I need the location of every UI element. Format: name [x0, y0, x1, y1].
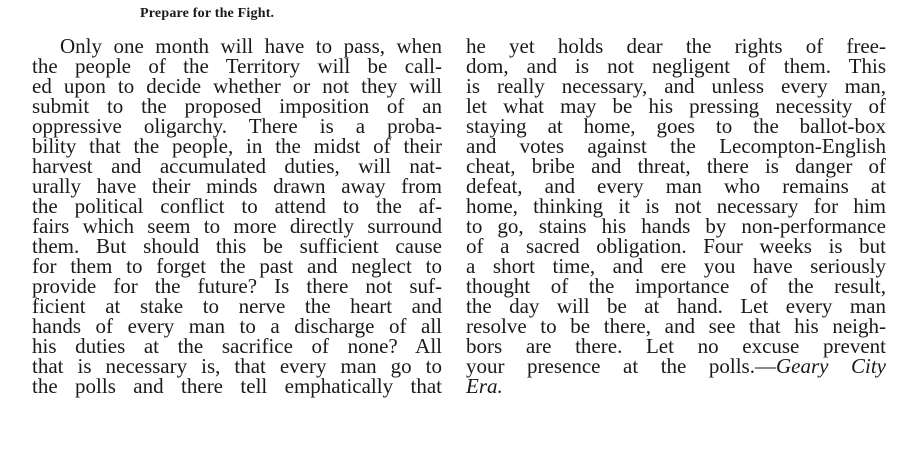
text-line: that is necessary is, that every man go to [32, 354, 442, 378]
text-line: ed upon to decide whether or not they will [32, 74, 442, 98]
text-line: provide for the future? Is there not suf- [32, 274, 442, 298]
text-line: fairs which seem to more directly surround [32, 214, 442, 238]
text-line: ficient at stake to nerve the heart and [32, 294, 442, 318]
text-line: he yet holds dear the rights of free- [466, 34, 886, 58]
text-line: home, thinking it is not necessary for him [466, 194, 886, 218]
text-line: the people of the Territory will be call- [32, 54, 442, 78]
text-line: bility that the people, in the midst of their [32, 134, 442, 158]
text-line: is really necessary, and unless every man, [466, 74, 886, 98]
text-line: oppressive oligarchy. There is a proba- [32, 114, 442, 138]
text-line: urally have their minds drawn away from [32, 174, 442, 198]
text-line: resolve to be there, and see that his neigh- [466, 314, 886, 338]
left-column [32, 36, 442, 396]
signature-source-cont [466, 376, 886, 396]
text-line: his duties at the sacrifice of none? All [32, 334, 442, 358]
text-line: to go, stains his hands by non-performance [466, 214, 886, 238]
signature-source: Geary City [775, 354, 886, 378]
text-line: for them to forget the past and neglect to [32, 254, 442, 278]
text-line: Only one month will have to pass, when [60, 34, 442, 58]
text-line: them. But should this be sufficient cause [32, 234, 442, 258]
text-line: cheat, bribe and threat, there is danger of [466, 154, 886, 178]
text-line: your presence at the polls.— [466, 354, 776, 378]
text-line: thought of the importance of the result, [466, 274, 886, 298]
text-line: a short time, and ere you have seriously [466, 254, 886, 278]
text-line: submit to the proposed imposition of an [32, 94, 442, 118]
text-line: of a sacred obligation. Four weeks is but [466, 234, 886, 258]
right-column [466, 36, 886, 396]
text-line: let what may be his pressing necessity of [466, 94, 886, 118]
text-line: the political conflict to attend to the af- [32, 194, 442, 218]
text-line: defeat, and every man who remains at [466, 174, 886, 198]
text-line: the day will be at hand. Let every man [466, 294, 886, 318]
text-line: the polls and there tell emphatically that [32, 374, 442, 398]
text-line: staying at home, goes to the ballot-box [466, 114, 886, 138]
signature-era: Era. [466, 374, 503, 398]
text-line: bors are there. Let no excuse prevent [466, 334, 886, 358]
text-line: and votes against the Lecompton-English [466, 134, 886, 158]
text-line: hands of every man to a discharge of all [32, 314, 442, 338]
article-title: Prepare for the Fight. [140, 6, 275, 21]
text-line: dom, and is not negligent of them. This [466, 54, 886, 78]
closing-line [466, 356, 886, 376]
text-line: harvest and accumulated duties, will nat- [32, 154, 442, 178]
